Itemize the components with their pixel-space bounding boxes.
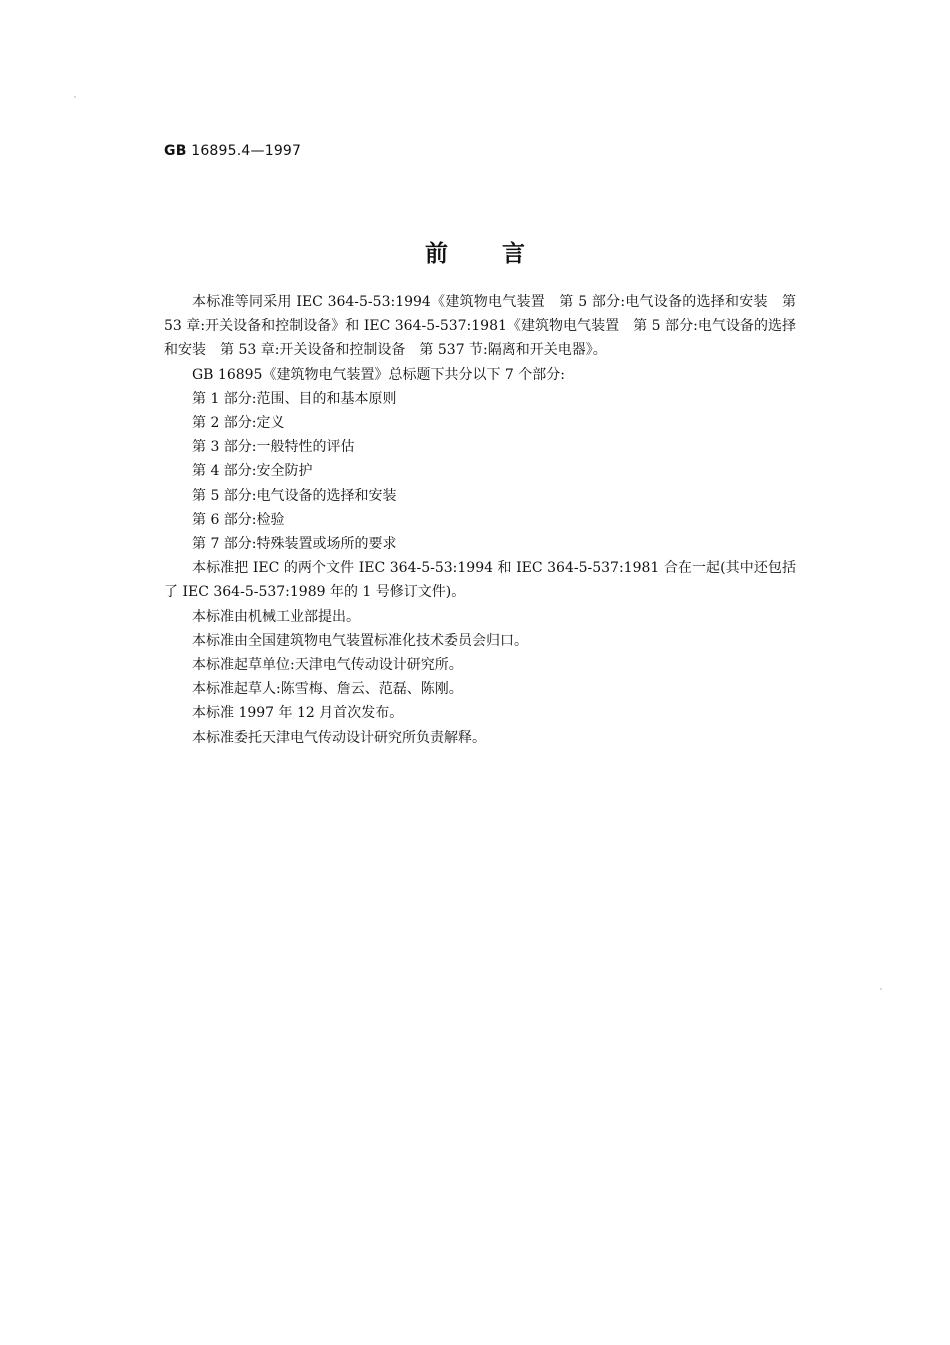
- list-item-part-6: 第 6 部分:检验: [192, 511, 285, 528]
- paragraph-committee: 本标准由全国建筑物电气装置标准化技术委员会归口。: [192, 632, 528, 649]
- paragraph-release: 本标准 1997 年 12 月首次发布。: [192, 705, 404, 722]
- document-body: [164, 290, 796, 750]
- paragraph-adoption: 本标准等同采用 IEC 364-5-53:1994《建筑物电气装置 第 5 部分:电气设备的选择和安装 第 53 章:开关设备和控制设备》和 IEC 364-5-537:1981《建筑物电气装置 第 5 部分:电气设备的选择和安装 第 53 章:开关设备和控制设备 第 537 节:隔离和开关电器》。: [164, 294, 796, 359]
- list-item-part-4: 第 4 部分:安全防护: [192, 463, 313, 480]
- list-item-part-3: 第 3 部分:一般特性的评估: [192, 439, 355, 456]
- standard-number: 16895.4—1997: [191, 143, 302, 159]
- standard-prefix: GB: [164, 143, 187, 159]
- paragraph-series-intro: GB 16895《建筑物电气装置》总标题下共分以下 7 个部分:: [192, 366, 565, 383]
- scan-speck: [74, 96, 76, 98]
- page-title: 前言: [425, 240, 579, 267]
- paragraph-proposer: 本标准由机械工业部提出。: [192, 608, 360, 625]
- scan-speck: [880, 988, 882, 990]
- page-header: [164, 143, 301, 159]
- list-item-part-7: 第 7 部分:特殊装置或场所的要求: [192, 536, 397, 553]
- list-item-part-5: 第 5 部分:电气设备的选择和安装: [192, 487, 397, 504]
- list-item-part-2: 第 2 部分:定义: [192, 415, 285, 432]
- paragraph-interpretation: 本标准委托天津电气传动设计研究所负责解释。: [192, 729, 486, 746]
- paragraph-merge: 本标准把 IEC 的两个文件 IEC 364-5-53:1994 和 IEC 364-5-537:1981 合在一起(其中还包括了 IEC 364-5-537:1989 年的 1 号修订文件)。: [164, 560, 796, 601]
- paragraph-drafting-unit: 本标准起草单位:天津电气传动设计研究所。: [192, 657, 463, 674]
- paragraph-drafters: 本标准起草人:陈雪梅、詹云、范磊、陈刚。: [192, 681, 463, 698]
- list-item-part-1: 第 1 部分:范围、目的和基本原则: [192, 390, 397, 407]
